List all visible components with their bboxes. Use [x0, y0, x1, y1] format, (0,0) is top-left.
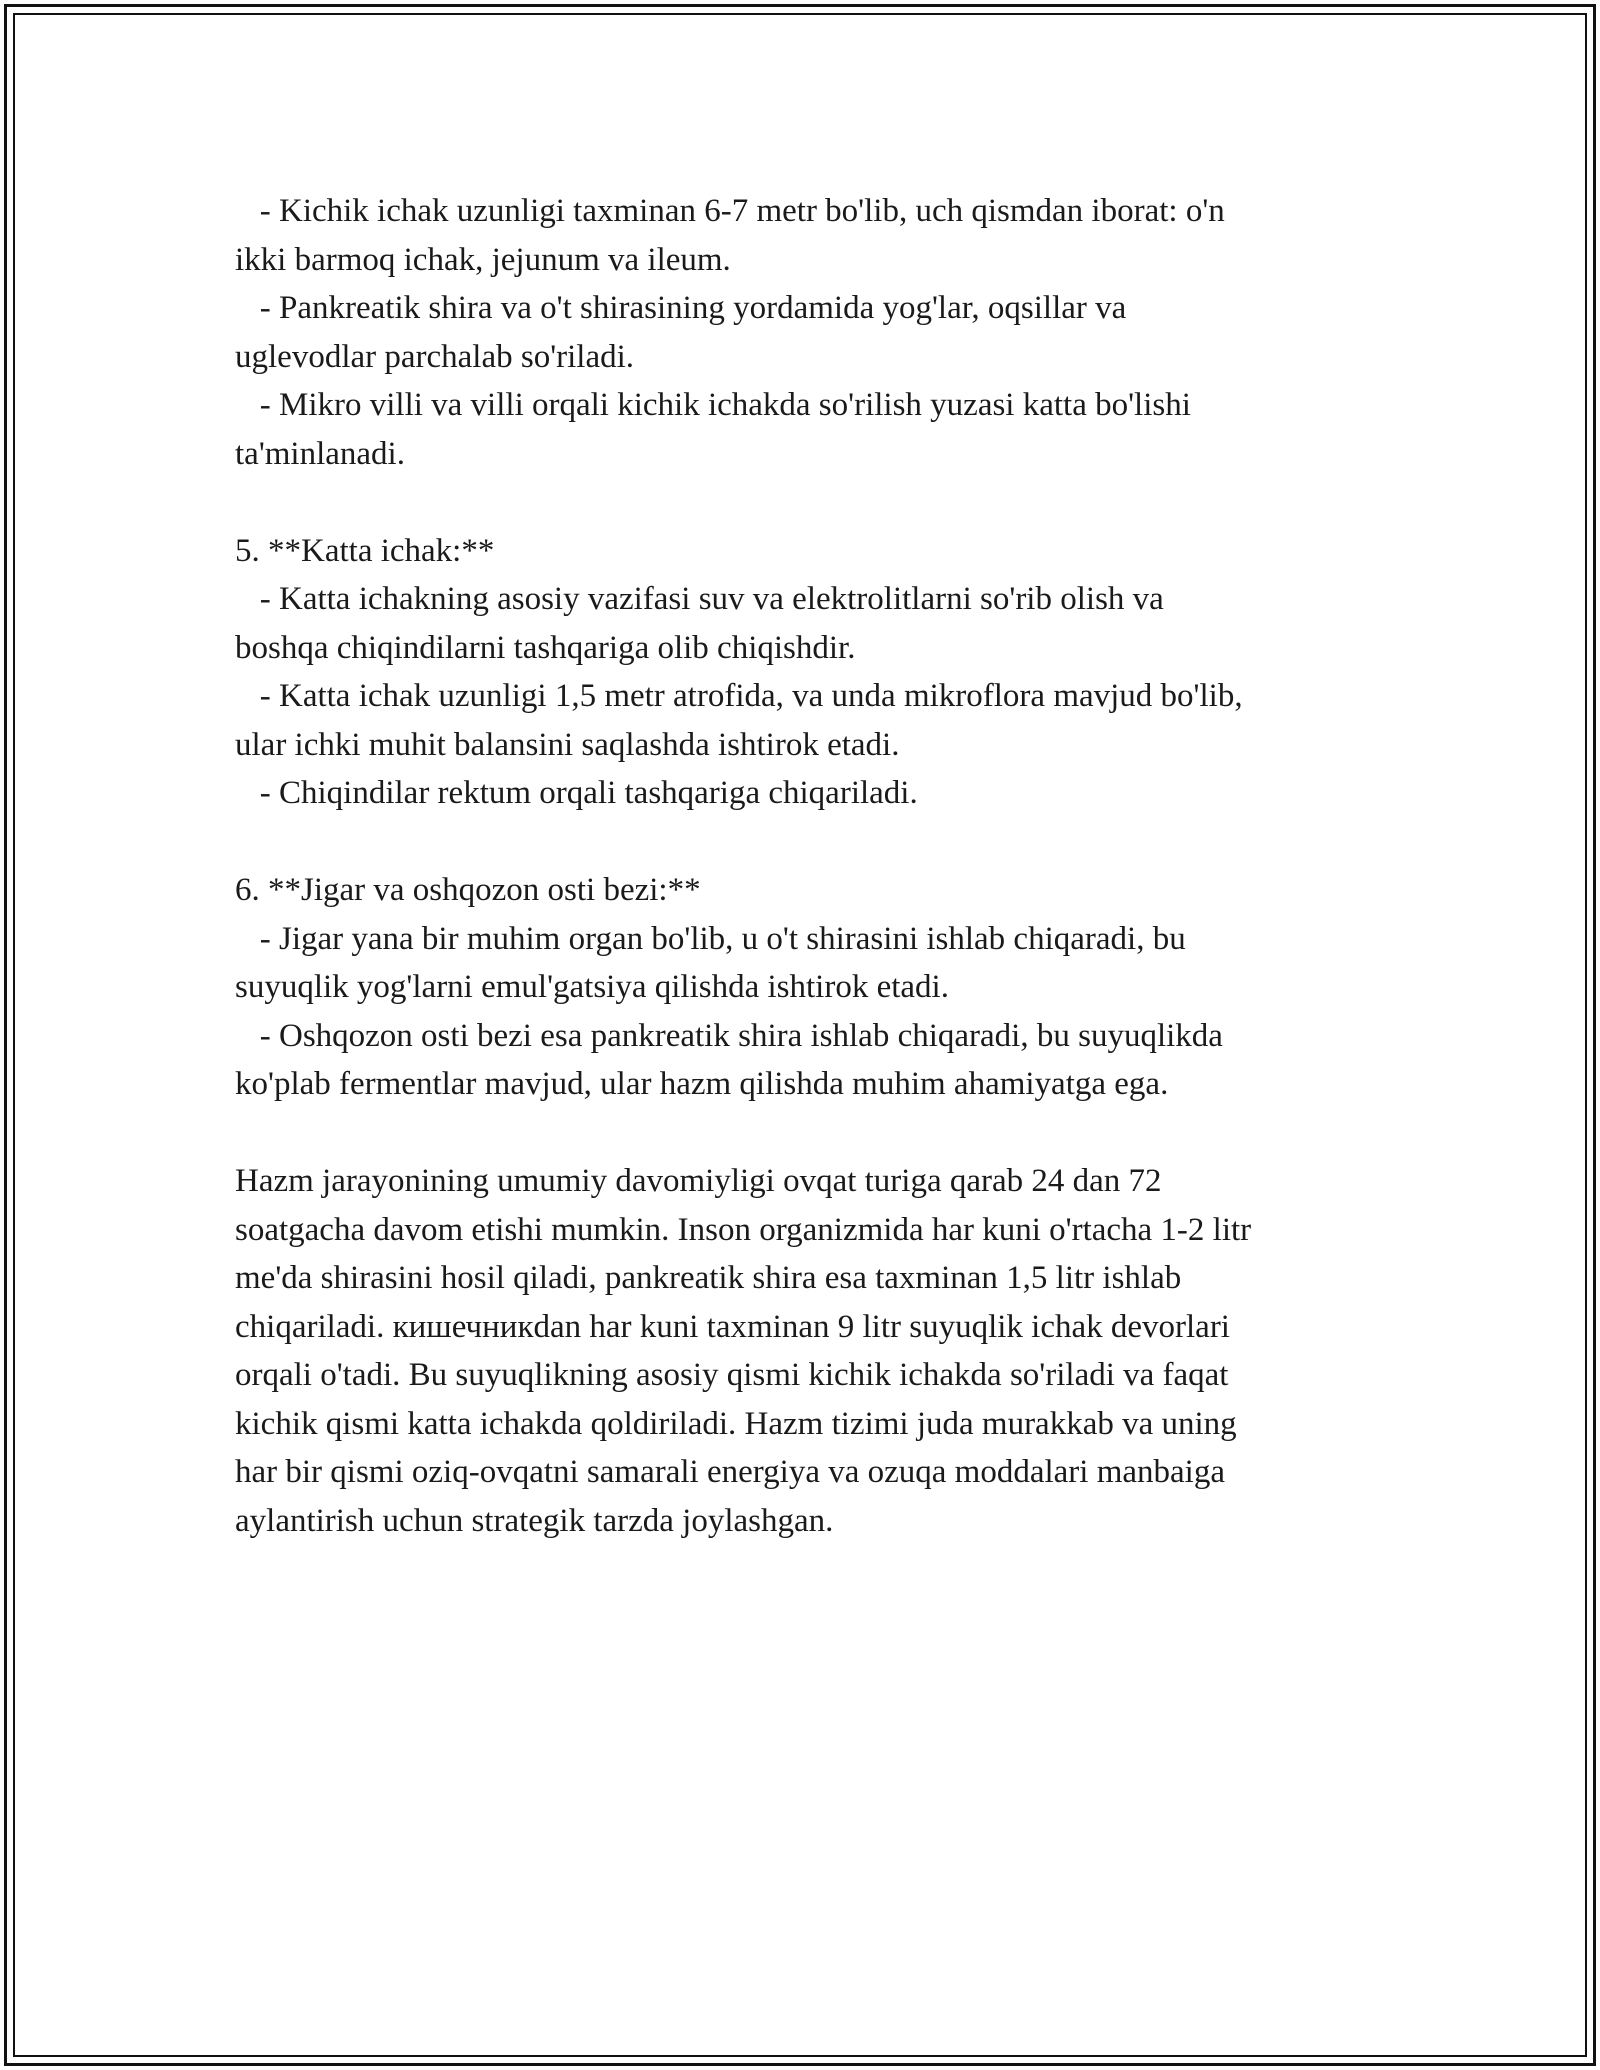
text-line: - Mikro villi va villi orqali kichik ichakda so'rilish yuzasi katta bo'lishi [235, 387, 1191, 423]
document-body [235, 187, 1375, 1545]
text-line: - Oshqozon osti bezi esa pankreatik shira ishlab chiqaradi, bu suyuqlikda [235, 1017, 1223, 1054]
text-line: boshqa chiqindilarni tashqariga olib chiqishdir. [235, 629, 856, 666]
text-line: suyuqlik yog'larni emul'gatsiya qilishda ishtirok etadi. [235, 969, 949, 1005]
paragraph-line: chiqariladi. кишечникdan har kuni taxminan 9 litr suyuqlik ichak devorlari [235, 1308, 1230, 1345]
text-line: - Pankreatik shira va o't shirasining yordamida yog'lar, oqsillar va [235, 290, 1127, 326]
text-line: ta'minlanadi. [235, 435, 405, 472]
text-line: - Kichik ichak uzunligi taxminan 6-7 metr bo'lib, uch qismdan iborat: o'n [235, 193, 1225, 229]
text-line: ko'plab fermentlar mavjud, ular hazm qilishda muhim ahamiyatga ega. [235, 1066, 1169, 1102]
text-line: - Chiqindilar rektum orqali tashqariga chiqariladi. [235, 775, 918, 811]
paragraph-line: aylantirish uchun strategik tarzda joylashgan. [235, 1502, 834, 1539]
text-line: - Katta ichak uzunligi 1,5 metr atrofida, va unda mikroflora mavjud bo'lib, [235, 678, 1243, 714]
section-heading: 5. **Katta ichak:** [235, 532, 495, 569]
text-line: - Katta ichakning asosiy vazifasi suv va elektrolitlarni so'rib olish va [235, 581, 1164, 617]
paragraph-line: kichik qismi katta ichakda qoldiriladi. Hazm tizimi juda murakkab va uning [235, 1405, 1237, 1442]
text-line: ular ichki muhit balansini saqlashda ishtirok etadi. [235, 726, 900, 763]
paragraph-line: me'da shirasini hosil qiladi, pankreatik shira esa taxminan 1,5 litr ishlab [235, 1260, 1182, 1296]
paragraph-line: har bir qismi oziq-ovqatni samarali energiya va ozuqa moddalari manbaiga [235, 1454, 1225, 1490]
paragraph-line: soatgacha davom etishi mumkin. Inson organizmida har kuni o'rtacha 1-2 litr [235, 1211, 1252, 1248]
text-line: ikki barmoq ichak, jejunum va ileum. [235, 241, 731, 278]
section-heading: 6. **Jigar va oshqozon osti bezi:** [235, 872, 701, 908]
text-line: uglevodlar parchalab so'riladi. [235, 338, 635, 375]
blank-line [235, 818, 1375, 867]
paragraph-line: orqali o'tadi. Bu suyuqlikning asosiy qismi kichik ichakda so'riladi va faqat [235, 1357, 1229, 1393]
blank-line [235, 1109, 1375, 1158]
paragraph-line: Hazm jarayonining umumiy davomiyligi ovqat turiga qarab 24 dan 72 [235, 1163, 1162, 1199]
blank-line [235, 478, 1375, 527]
text-line: - Jigar yana bir muhim organ bo'lib, u o't shirasini ishlab chiqaradi, bu [235, 920, 1186, 957]
